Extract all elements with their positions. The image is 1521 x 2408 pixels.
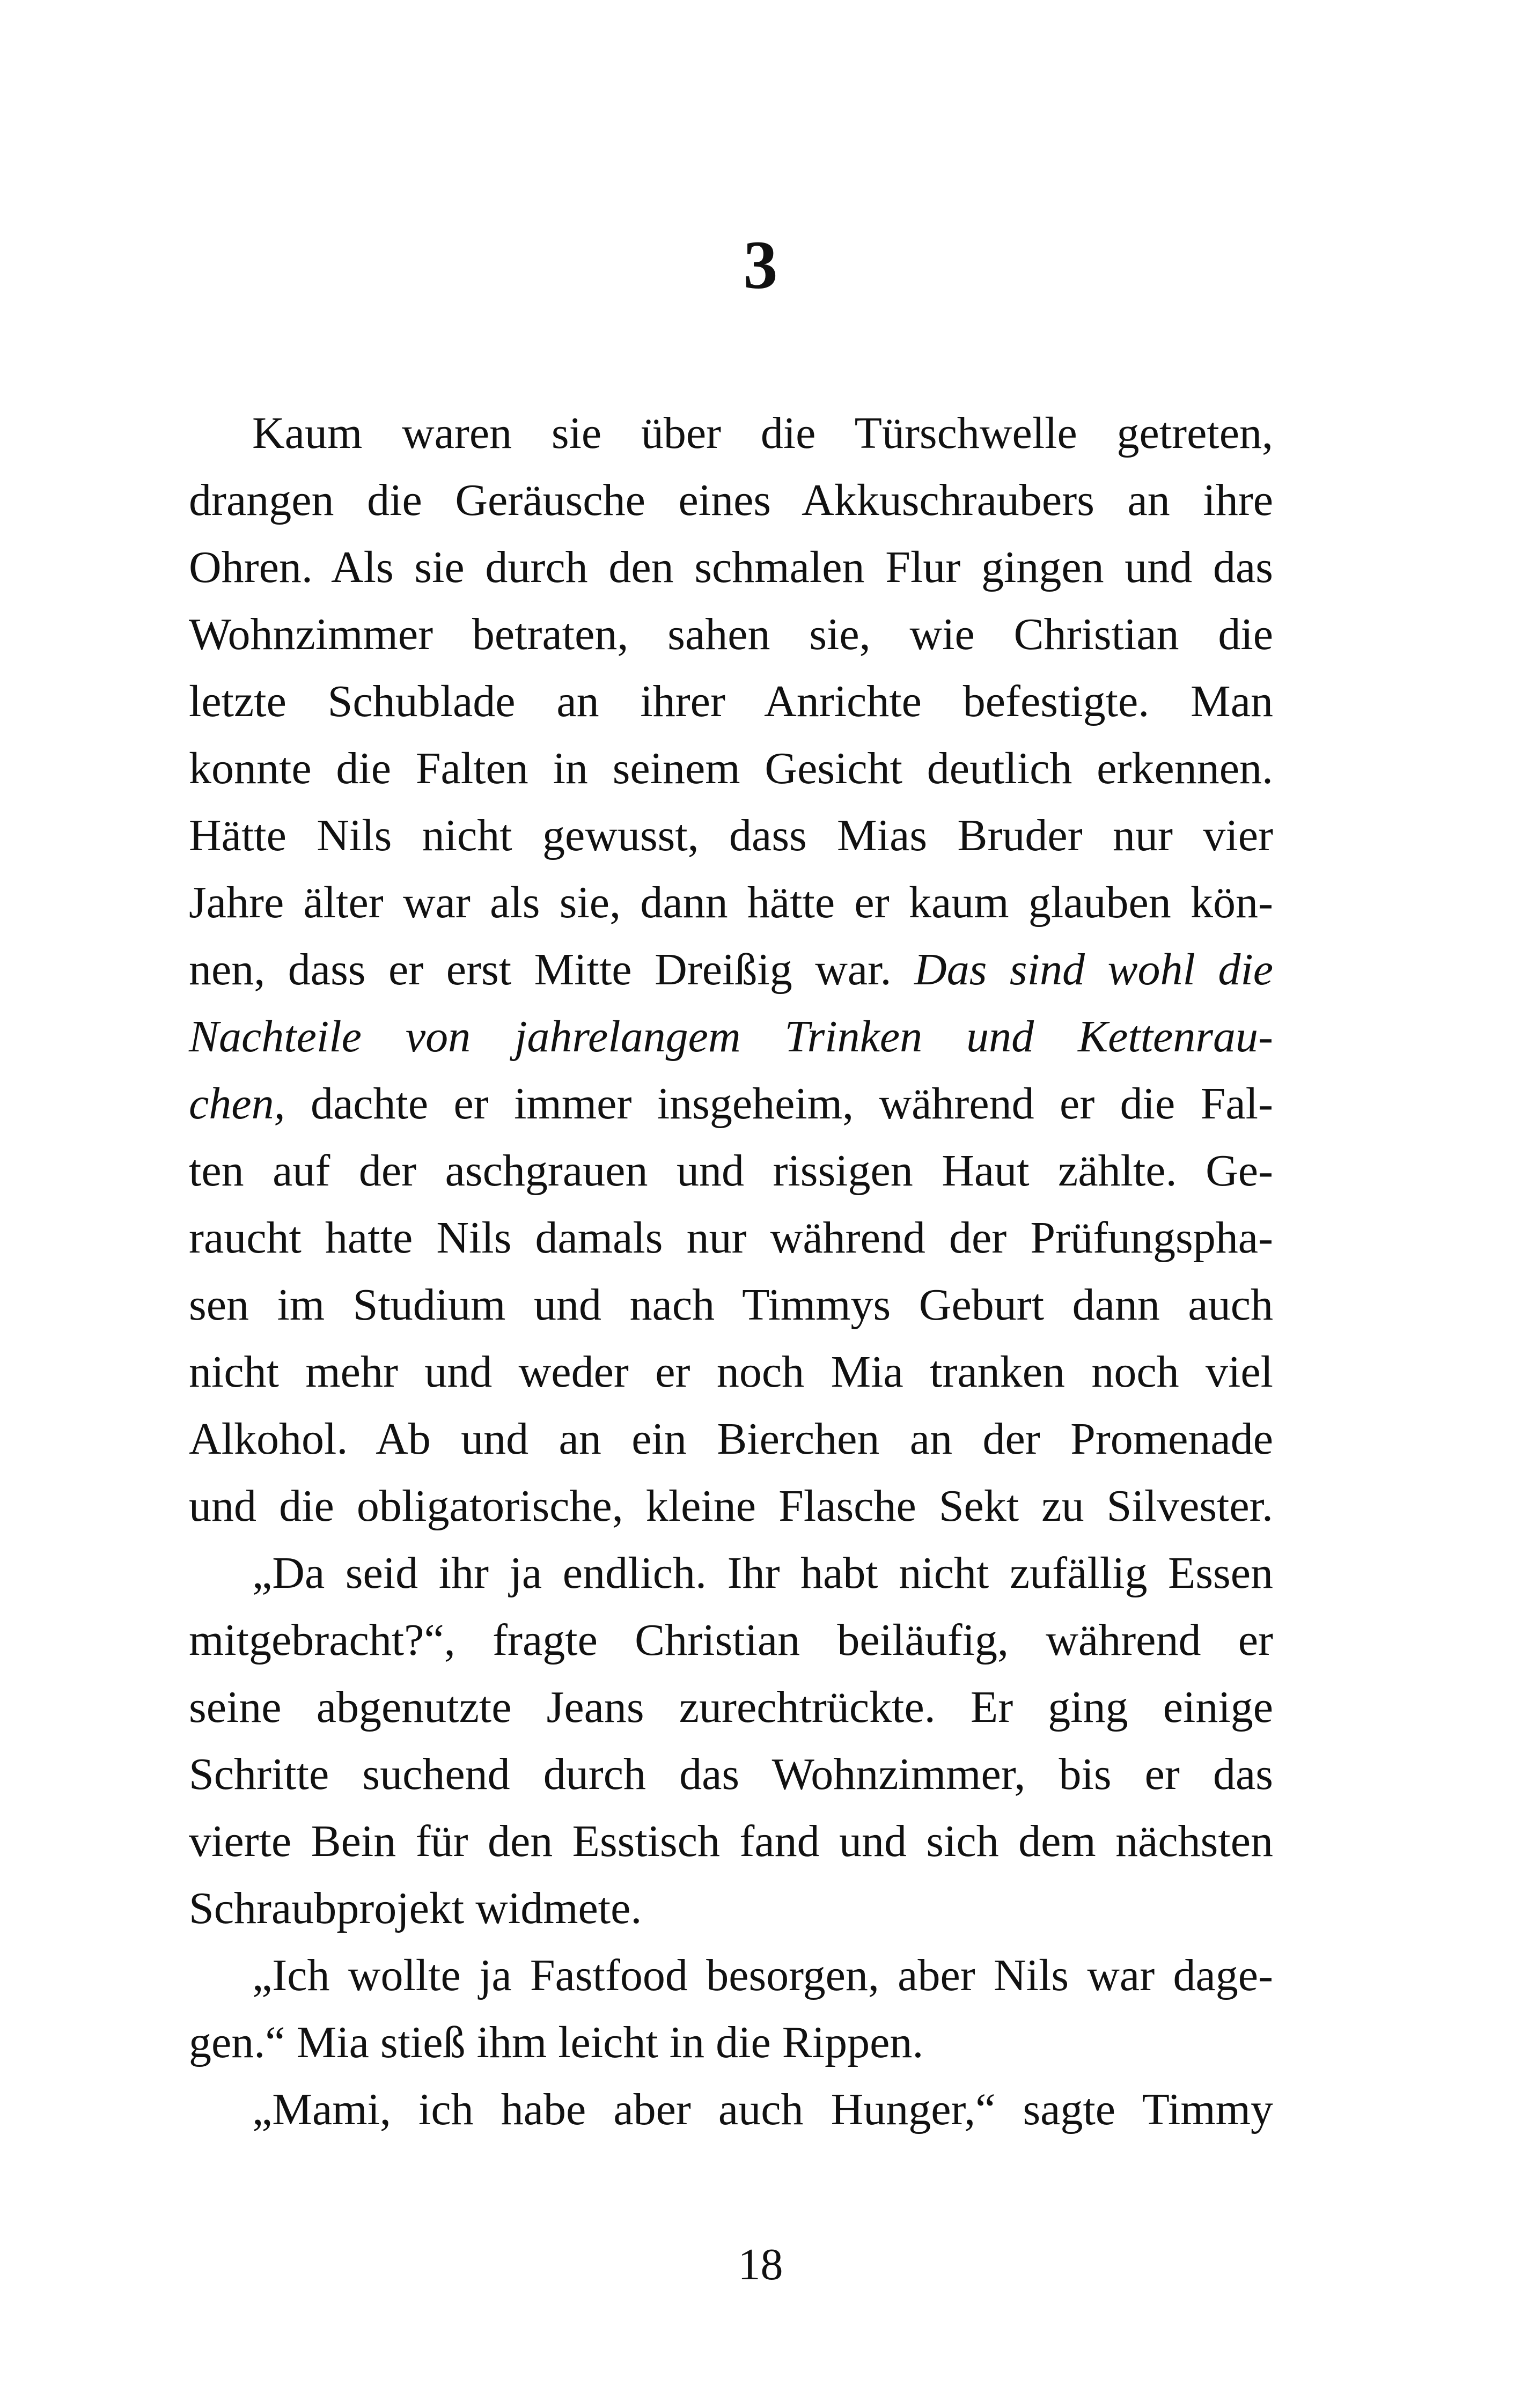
text-segment: nen, dass er erst Mitte Dreißig war. xyxy=(189,945,915,995)
text-line: sen im Studium und nach Timmys Geburt dann auch xyxy=(189,1280,1273,1330)
chapter-number: 3 xyxy=(743,227,778,303)
text-line: und die obligatorische, kleine Flasche Sekt zu Silvester. xyxy=(189,1481,1273,1531)
text-line: nicht mehr und weder er noch Mia tranken noch viel xyxy=(189,1347,1273,1397)
text-line: Schraubprojekt widmete. xyxy=(189,1883,642,1933)
italic-thought: Nachteile von jahrelangem Trinken und Kettenrau- xyxy=(189,1012,1273,1062)
text-line: Ohren. Als sie durch den schmalen Flur gingen und das xyxy=(189,542,1273,592)
text-line: raucht hatte Nils damals nur während der Prüfungspha- xyxy=(189,1213,1273,1263)
text-line: Jahre älter war als sie, dann hätte er kaum glauben kön- xyxy=(189,878,1273,927)
text-line: mitgebracht?“, fragte Christian beiläufig, während er xyxy=(189,1615,1273,1665)
text-line: letzte Schublade an ihrer Anrichte befestigte. Man xyxy=(189,676,1273,726)
text-line xyxy=(189,1003,1273,1070)
text-line: Hätte Nils nicht gewusst, dass Mias Bruder nur vier xyxy=(189,811,1273,860)
text-line: konnte die Falten in seinem Gesicht deutlich erkennen. xyxy=(189,743,1273,793)
text-line: „Ich wollte ja Fastfood besorgen, aber Nils war dage- xyxy=(252,1950,1273,2000)
text-line: seine abgenutzte Jeans zurechtrückte. Er ging einige xyxy=(189,1682,1273,1732)
text-segment: dachte er immer insgeheim, während er die Fal- xyxy=(285,1079,1273,1129)
text-line: Wohnzimmer betraten, sahen sie, wie Christian die xyxy=(189,609,1273,659)
text-line xyxy=(189,1070,1273,1137)
text-line: „Mami, ich habe aber auch Hunger,“ sagte Timmy xyxy=(252,2085,1273,2134)
page-number: 18 xyxy=(738,2240,783,2289)
text-line: Alkohol. Ab und an ein Bierchen an der Promenade xyxy=(189,1414,1273,1464)
body-text xyxy=(189,400,1273,2143)
italic-thought: chen, xyxy=(189,1079,285,1129)
text-line: vierte Bein für den Esstisch fand und sich dem nächsten xyxy=(189,1816,1273,1866)
text-line: „Da seid ihr ja endlich. Ihr habt nicht zufällig Essen xyxy=(252,1548,1273,1598)
text-line: ten auf der aschgrauen und rissigen Haut zählte. Ge- xyxy=(189,1146,1273,1196)
text-line: drangen die Geräusche eines Akkuschraubers an ihre xyxy=(189,475,1273,525)
italic-thought: Das sind wohl die xyxy=(914,945,1273,995)
text-line: Schritte suchend durch das Wohnzimmer, bis er das xyxy=(189,1749,1273,1799)
text-line xyxy=(189,936,1273,1003)
text-line: gen.“ Mia stieß ihm leicht in die Rippen. xyxy=(189,2017,924,2067)
text-line: Kaum waren sie über die Türschwelle getreten, xyxy=(252,408,1273,458)
